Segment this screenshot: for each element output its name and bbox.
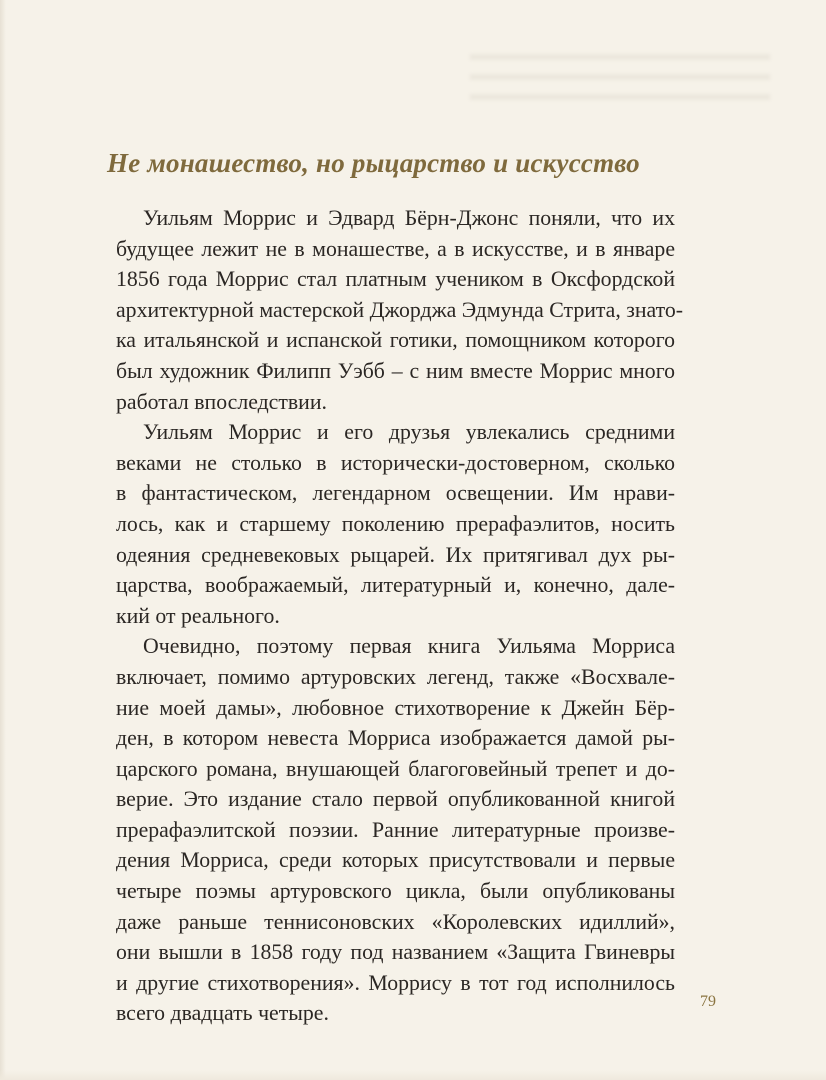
text-line: одеяния средневековых рыцарей. Их притягивал дух ры- bbox=[116, 542, 675, 567]
text-line: ние моей дамы», любовное стихотворение к Джейн Бёр- bbox=[116, 695, 675, 720]
text-line: царства, воображаемый, литературный и, конечно, дале- bbox=[116, 573, 675, 598]
text-line: дения Морриса, среди которых присутствовали и первые bbox=[116, 848, 675, 873]
text-line: будущее лежит не в монашестве, а в искусстве, и в январе bbox=[116, 236, 675, 261]
page-number: 79 bbox=[700, 993, 716, 1010]
body-text bbox=[116, 203, 684, 1029]
text-line: верие. Это издание стало первой опубликованной книгой bbox=[116, 787, 675, 812]
text-line: кий от реального. bbox=[116, 603, 280, 628]
paragraph-3 bbox=[116, 631, 675, 1029]
section-heading: Не монашество, но рыцарство и искусство bbox=[107, 148, 640, 178]
text-line: даже раньше теннисоновских «Королевских идиллий», bbox=[116, 909, 675, 934]
text-line: Очевидно, поэтому первая книга Уильяма Морриса bbox=[143, 634, 675, 659]
text-line: ка итальянской и испанской готики, помощником которого bbox=[116, 328, 675, 353]
text-line: царского романа, внушающей благоговейный трепет и до- bbox=[116, 756, 675, 781]
text-line: они вышли в 1858 году под названием «Защита Гвиневры bbox=[116, 940, 675, 965]
text-line: Уильям Моррис и Эдвард Бёрн-Джонс поняли, что их bbox=[143, 206, 675, 230]
page-edge-shadow bbox=[0, 0, 6, 1080]
text-line: 1856 года Моррис стал платным учеником в Оксфордской bbox=[116, 267, 675, 292]
text-line: ден, в котором невеста Морриса изображается дамой ры- bbox=[116, 726, 675, 751]
text-line: четыре поэмы артуровского цикла, были опубликованы bbox=[116, 879, 675, 904]
text-line: и другие стихотворения». Моррису в тот год исполнилось bbox=[116, 970, 675, 995]
page-bottom-shadow bbox=[0, 1070, 826, 1080]
text-line: лось, как и старшему поколению прерафаэлитов, носить bbox=[116, 511, 675, 536]
text-line: работал впоследствии. bbox=[116, 389, 327, 414]
text-line: прерафаэлитской поэзии. Ранние литературные произве- bbox=[116, 817, 675, 842]
text-line: веками не столько в исторически-достоверном, сколько bbox=[116, 450, 675, 475]
text-line: всего двадцать четыре. bbox=[116, 1001, 329, 1026]
text-line: архитектурной мастерской Джорджа Эдмунда Стрита, знато- bbox=[116, 297, 684, 322]
text-line: в фантастическом, легендарном освещении. Им нрави- bbox=[116, 481, 675, 506]
paragraph-1 bbox=[116, 203, 684, 417]
text-line: был художник Филипп Уэбб – с ним вместе Моррис много bbox=[116, 358, 675, 383]
paragraph-2 bbox=[116, 417, 675, 631]
text-line: включает, помимо артуровских легенд, также «Восхвале- bbox=[116, 664, 675, 689]
paper-show-through bbox=[470, 40, 770, 110]
text-line: Уильям Моррис и его друзья увлекались средними bbox=[143, 420, 675, 445]
